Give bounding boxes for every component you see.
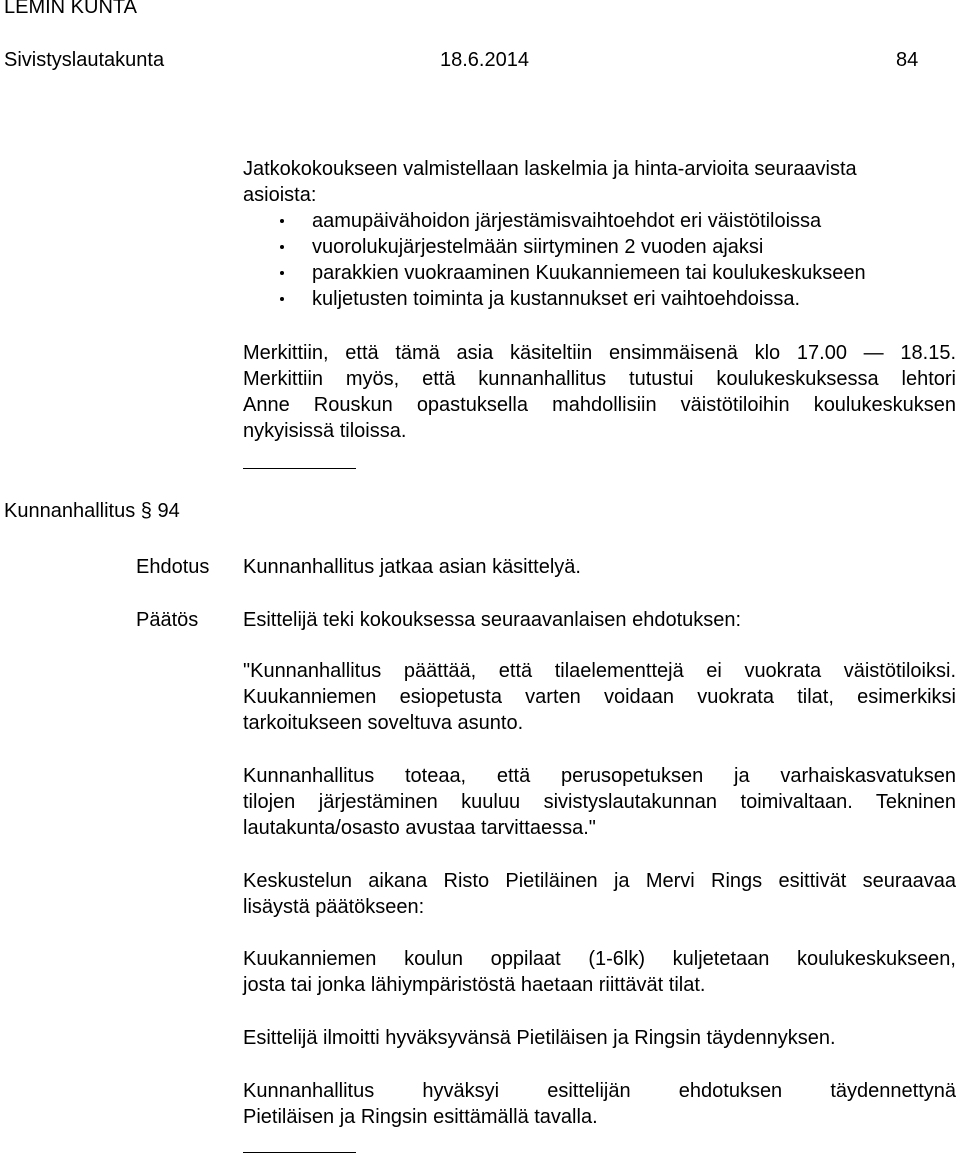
decision-p6-line2: Pietiläisen ja Ringsin esittämällä tavalla. [243,1106,598,1128]
list-item-text: aamupäivähoidon järjestämisvaihtoehdot eri väistötiloissa [312,210,822,232]
list-item-text: kuljetusten toiminta ja kustannukset eri vaihtoehdoissa. [312,288,801,310]
decision-p1-line3: tarkoitukseen soveltuva asunto. [243,712,524,734]
proposal-label: Ehdotus [136,556,210,578]
notes-line4: nykyisissä tiloissa. [243,420,407,442]
list-item [243,286,956,312]
prep-intro-line2: asioista: [243,184,317,206]
decision-p2-line1: Kunnanhallitus toteaa, että perusopetuksen ja varhaiskasvatuksen [243,765,956,787]
notes-line1: Merkittiin, että tämä asia käsiteltiin ensimmäisenä klo 17.00 — 18.15. [243,342,956,364]
decision-p2-line2: tilojen järjestäminen kuuluu sivistyslautakunnan toimivaltaan. Tekninen [243,791,956,813]
notes-section [243,340,956,444]
board-name: Sivistyslautakunta [4,49,165,71]
list-item [243,260,956,286]
page-number: 84 [896,49,919,71]
decision-paragraph-5: Esittelijä ilmoitti hyväksyvänsä Pietiläisen ja Ringsin täydennyksen. [243,1027,836,1049]
decision-p4-line2: josta tai jonka lähiympäristöstä haetaan riittävät tilat. [243,974,706,996]
meeting-date: 18.6.2014 [440,49,529,71]
decision-p4-line1: Kuukanniemen koulun oppilaat (1-6lk) kuljetetaan koulukeskukseen, [243,948,956,970]
separator-line-bottom [243,1152,356,1153]
list-item [243,234,956,260]
prep-intro-line1: Jatkokokoukseen valmistellaan laskelmia ja hinta-arvioita seuraavista [243,158,857,180]
decision-label: Päätös [136,609,199,631]
decision-paragraph-2 [243,763,956,841]
municipality-name: LEMIN KUNTA [4,0,137,18]
decision-p3-line1: Keskustelun aikana Risto Pietiläinen ja Mervi Rings esittivät seuraavaa [243,870,956,892]
decision-p1-line2: Kuukanniemen esiopetusta varten voidaan vuokrata tilat, esimerkiksi [243,686,956,708]
section-label: Kunnanhallitus § 94 [4,500,180,522]
decision-paragraph-3 [243,868,956,920]
notes-line2: Merkittiin myös, että kunnanhallitus tutustui koulukeskuksessa lehtori [243,368,956,390]
proposal-text: Kunnanhallitus jatkaa asian käsittelyä. [243,556,581,578]
list-item-text: parakkien vuokraaminen Kuukanniemeen tai koulukeskukseen [312,262,866,284]
list-item [243,208,956,234]
decision-paragraph-6 [243,1078,956,1130]
separator-line [243,468,356,469]
decision-p3-line2: lisäystä päätökseen: [243,896,425,918]
prep-bullet-list [243,208,956,312]
decision-intro: Esittelijä teki kokouksessa seuraavanlaisen ehdotuksen: [243,609,742,631]
decision-paragraph-1 [243,658,956,736]
bullet-icon [280,219,284,223]
bullet-icon [280,271,284,275]
bullet-icon [280,297,284,301]
decision-p2-line3: lautakunta/osasto avustaa tarvittaessa." [243,817,596,839]
decision-paragraph-4 [243,946,956,998]
list-item-text: vuorolukujärjestelmään siirtyminen 2 vuoden ajaksi [312,236,764,258]
decision-p1-line1: "Kunnanhallitus päättää, että tilaelementtejä ei vuokrata väistötiloiksi. [243,660,956,682]
decision-p6-line1: Kunnanhallitus hyväksyi esittelijän ehdotuksen täydennettynä [243,1080,956,1102]
notes-line3: Anne Rouskun opastuksella mahdollisiin väistötiloihin koulukeskuksen [243,394,956,416]
bullet-icon [280,245,284,249]
prep-section [243,156,956,312]
